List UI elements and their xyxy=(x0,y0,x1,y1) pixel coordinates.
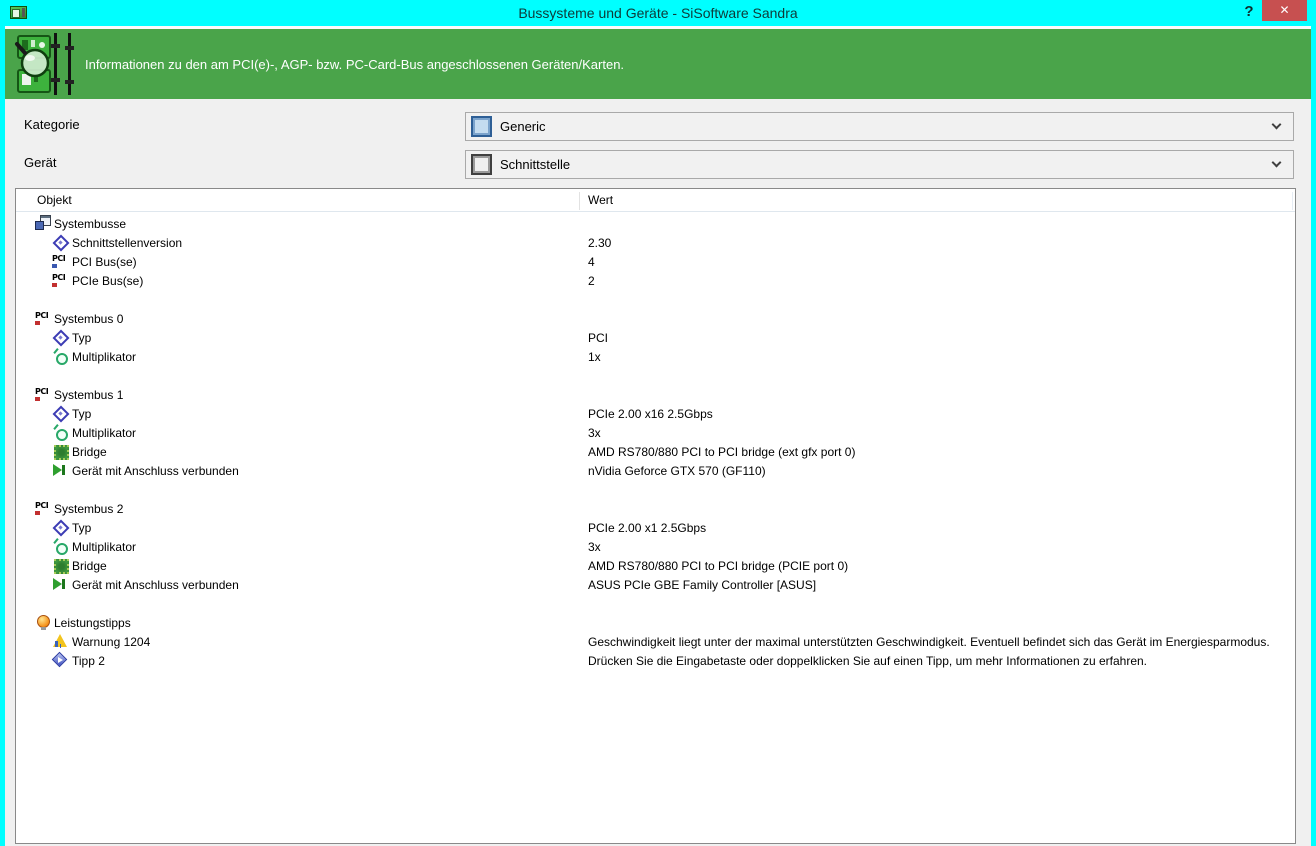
module-description: Informationen zu den am PCI(e)-, AGP- bzw. PC-Card-Bus angeschlossenen Geräten/Karten. xyxy=(85,57,625,72)
help-button[interactable]: ? xyxy=(1244,3,1254,20)
row-value: nVidia Geforce GTX 570 (GF110) xyxy=(588,464,766,478)
row-label: PCI Bus(se) xyxy=(72,255,137,269)
row-value: 3x xyxy=(588,426,601,440)
row-value: 2.30 xyxy=(588,236,612,250)
pci-logo-red-icon xyxy=(35,386,51,402)
table-row[interactable] xyxy=(16,651,1295,670)
device-label: Gerät xyxy=(24,155,57,170)
table-row[interactable] xyxy=(16,309,1295,328)
multiplier-ring-icon xyxy=(52,348,68,364)
table-row[interactable] xyxy=(16,271,1295,290)
row-label: Schnittstellenversion xyxy=(72,236,183,250)
row-label: Typ xyxy=(72,521,92,535)
column-divider[interactable] xyxy=(579,192,580,210)
pci-logo-blue-icon xyxy=(52,253,68,269)
titlebar[interactable] xyxy=(0,0,1316,26)
row-label: Warnung 1204 xyxy=(72,635,151,649)
table-row[interactable] xyxy=(16,233,1295,252)
connected-device-icon xyxy=(52,576,68,592)
table-row[interactable] xyxy=(16,347,1295,366)
column-divider[interactable] xyxy=(1292,192,1293,210)
table-row[interactable] xyxy=(16,328,1295,347)
row-label: Typ xyxy=(72,407,92,421)
table-row[interactable] xyxy=(16,404,1295,423)
table-row[interactable] xyxy=(16,252,1295,271)
window-border-right xyxy=(1311,26,1316,846)
row-label: Typ xyxy=(72,331,92,345)
results-list xyxy=(15,188,1296,844)
row-label: Tipp 2 xyxy=(72,654,105,668)
chevron-down-icon xyxy=(1272,120,1282,130)
multiplier-ring-icon xyxy=(52,424,68,440)
column-header-objekt[interactable]: Objekt xyxy=(37,193,72,207)
spacer-row xyxy=(16,480,1295,499)
row-label: Systembus 0 xyxy=(54,312,124,326)
row-label: Gerät mit Anschluss verbunden xyxy=(72,464,239,478)
warning-triangle-icon xyxy=(52,633,68,649)
lightbulb-icon xyxy=(35,614,51,630)
row-value: AMD RS780/880 PCI to PCI bridge (ext gfx port 0) xyxy=(588,445,856,459)
row-value: 4 xyxy=(588,255,595,269)
window-title: Bussysteme und Geräte - SiSoftware Sandra xyxy=(518,5,798,21)
spacer-row xyxy=(16,594,1295,613)
row-label: Multiplikator xyxy=(72,540,137,554)
row-value: PCI xyxy=(588,331,609,345)
windows-stack-icon xyxy=(35,215,51,231)
row-label: Bridge xyxy=(72,559,107,573)
table-row[interactable] xyxy=(16,214,1295,233)
row-value: 1x xyxy=(588,350,601,364)
row-label: PCIe Bus(se) xyxy=(72,274,144,288)
row-label: Bridge xyxy=(72,445,107,459)
row-label: Multiplikator xyxy=(72,426,137,440)
row-label: Systembus 2 xyxy=(54,502,124,516)
row-value: 3x xyxy=(588,540,601,554)
spacer-row xyxy=(16,290,1295,309)
table-row[interactable] xyxy=(16,575,1295,594)
window-border-left xyxy=(0,26,5,846)
table-row[interactable] xyxy=(16,423,1295,442)
module-banner xyxy=(5,29,1311,99)
table-row[interactable] xyxy=(16,499,1295,518)
interface-diamond-icon xyxy=(52,519,68,535)
interface-diamond-icon xyxy=(52,405,68,421)
tip-arrow-icon xyxy=(52,652,68,668)
bridge-chip-icon xyxy=(52,557,68,573)
connected-device-icon xyxy=(52,462,68,478)
gray-chip-icon xyxy=(471,154,492,175)
column-header-wert[interactable]: Wert xyxy=(588,193,614,207)
interface-diamond-icon xyxy=(52,234,68,250)
row-label: Systembus 1 xyxy=(54,388,124,402)
blue-chip-icon xyxy=(471,116,492,137)
close-button[interactable]: ✕ xyxy=(1262,0,1307,21)
chevron-down-icon xyxy=(1272,158,1282,168)
bridge-chip-icon xyxy=(52,443,68,459)
table-row[interactable] xyxy=(16,613,1295,632)
table-row[interactable] xyxy=(16,461,1295,480)
category-dropdown[interactable] xyxy=(465,112,1294,141)
row-value: Drücken Sie die Eingabetaste oder doppelklicken Sie auf einen Tipp, um mehr Informationen zu erfahren. xyxy=(588,654,1147,668)
row-value: 2 xyxy=(588,274,595,288)
device-dropdown-value: Schnittstelle xyxy=(500,157,571,172)
pci-logo-red-icon xyxy=(35,310,51,326)
category-dropdown-value: Generic xyxy=(500,119,546,134)
row-label: Gerät mit Anschluss verbunden xyxy=(72,578,239,592)
table-row[interactable] xyxy=(16,556,1295,575)
row-value: Geschwindigkeit liegt unter der maximal unterstützten Geschwindigkeit. Eventuell befindet sich das Gerät im Energiesparmodus. xyxy=(588,635,1270,649)
device-dropdown[interactable] xyxy=(465,150,1294,179)
pci-logo-red-icon xyxy=(35,500,51,516)
table-row[interactable] xyxy=(16,385,1295,404)
table-row[interactable] xyxy=(16,442,1295,461)
pci-logo-red-icon xyxy=(52,272,68,288)
table-row[interactable] xyxy=(16,518,1295,537)
pci-card-magnifier-icon xyxy=(14,32,76,101)
row-value: PCIe 2.00 x1 2.5Gbps xyxy=(588,521,707,535)
row-label: Systembusse xyxy=(54,217,127,231)
row-label: Leistungstipps xyxy=(54,616,131,630)
table-row[interactable] xyxy=(16,537,1295,556)
list-rows xyxy=(16,214,1295,670)
spacer-row xyxy=(16,366,1295,385)
interface-diamond-icon xyxy=(52,329,68,345)
row-label: Multiplikator xyxy=(72,350,137,364)
row-value: ASUS PCIe GBE Family Controller [ASUS] xyxy=(588,578,817,592)
table-row[interactable] xyxy=(16,632,1295,651)
list-header xyxy=(16,189,1295,212)
multiplier-ring-icon xyxy=(52,538,68,554)
row-value: PCIe 2.00 x16 2.5Gbps xyxy=(588,407,713,421)
category-label: Kategorie xyxy=(24,117,80,132)
row-value: AMD RS780/880 PCI to PCI bridge (PCIE port 0) xyxy=(588,559,849,573)
